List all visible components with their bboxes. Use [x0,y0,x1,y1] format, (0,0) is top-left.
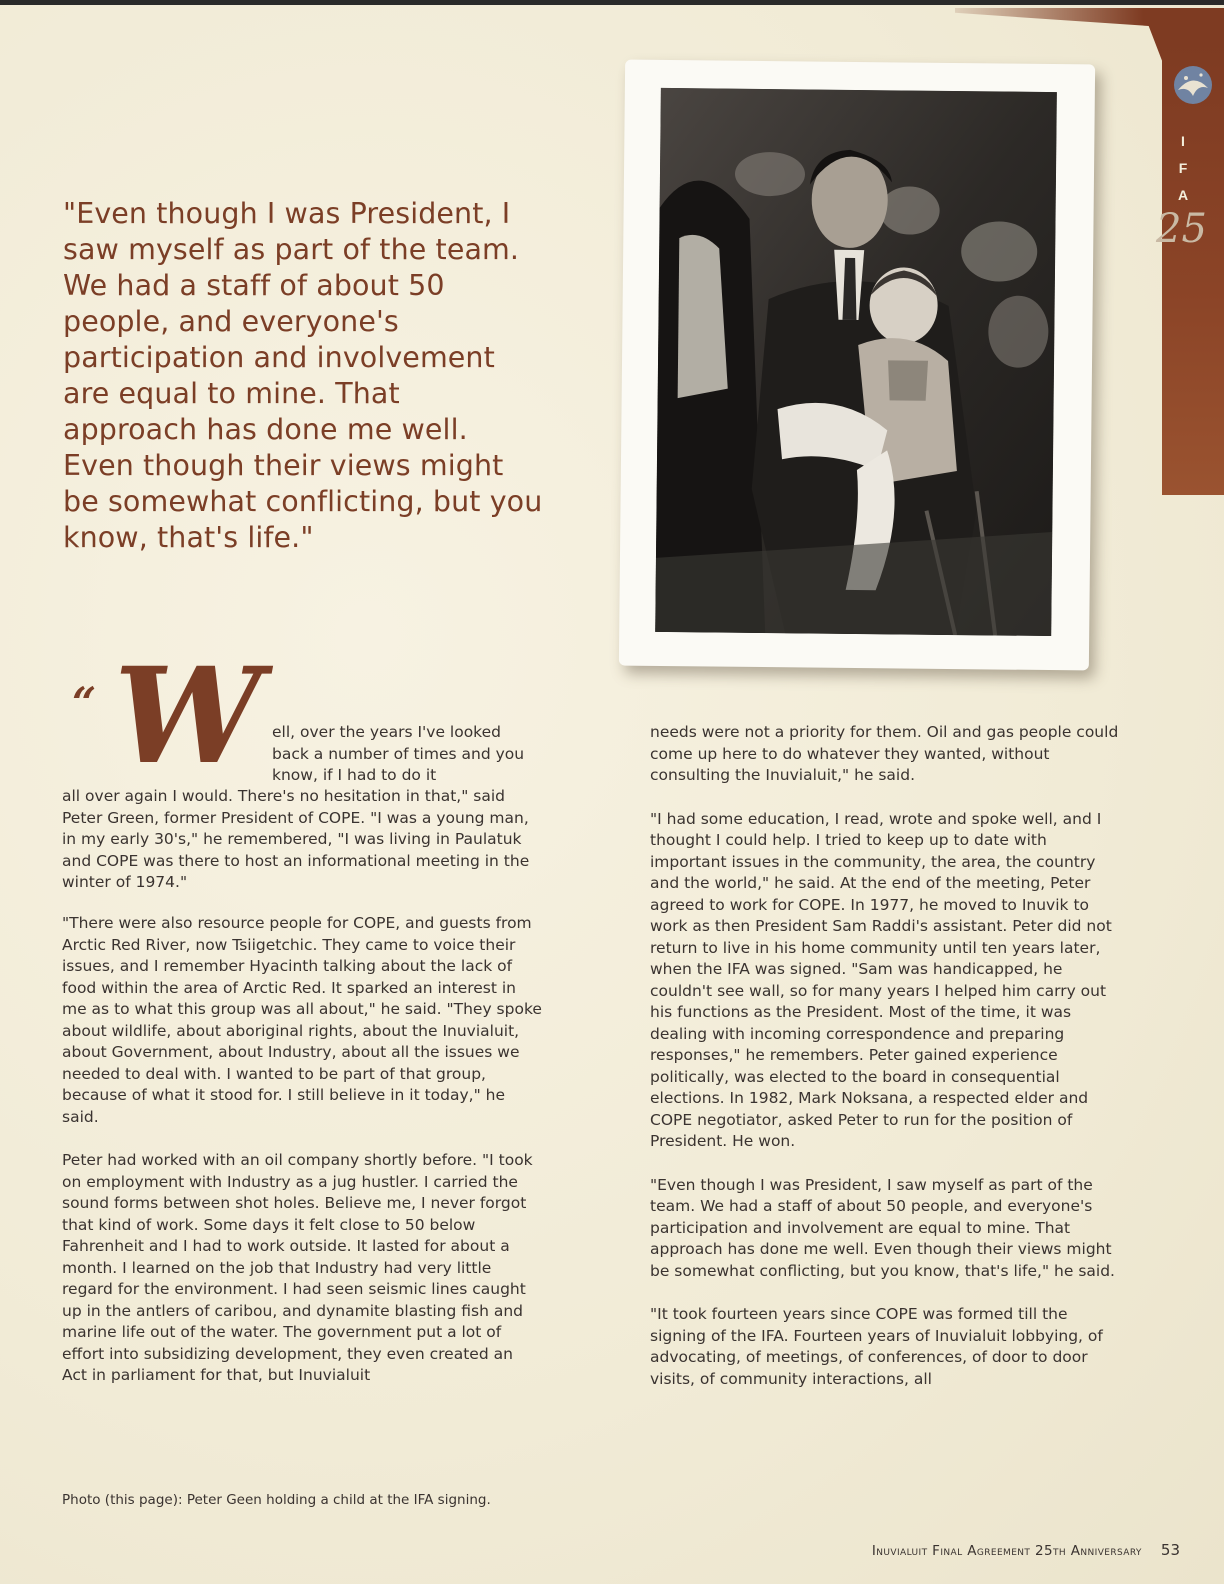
photo-frame [619,60,1095,671]
body-paragraph: Peter had worked with an oil company shortly before. "I took on employment with Industry as a jug hustler. I carried the sound forms between shot holes. Believe me, I never forgot that kind of work. Some days it felt close to 50 below Fahrenheit and I had to work outside. It lasted for about a month. I learned on the job that Industry had very little regard for the environment. I had seen seismic lines caught up in the antlers of caribou, and dynamite blasting fish and marine life out of the water. The government put a lot of effort into subsidizing development, they even created an Act in parliament for that, but Inuvialuit [62,1151,533,1384]
body-paragraph: "It took fourteen years since COPE was formed till the signing of the IFA. Fourteen years of Inuvialuit lobbying, of advocating, of meetings, of conferences, of door to door visits, of community interactions, all [650,1305,1103,1388]
drop-cap [72,639,272,794]
opening-paragraph: all over again I would. There's no hesitation in that," said Peter Green, former President of COPE. "I was a young man, in my early 30's," he remembered, "I was living in Paulatuk and COPE was there to host an informational meeting in the winter of 1974." [62,787,530,891]
page-footer [780,1540,1180,1559]
body-paragraph: "Even though I was President, I saw myself as part of the team. We had a staff of about 50 people, and everyone's participation and involvement are equal to mine. That approach has done me well. Even though their views might be somewhat conflicting, but you know, that's life," he said. [650,1175,1115,1280]
body-paragraph: "I had some education, I read, wrote and spoke well, and I thought I could help. I tried to keep up to date with important issues in the community, the area, the country and the world," he said. At the end of the meeting, Peter agreed to work for COPE. In 1977, he moved to Inuvik to work as then President Sam Raddi's assistant. Peter did not return to live in his home community until ten years later, when the IFA was signed. "Sam was handicapped, he couldn't see wall, so for many years I helped him carry out his functions as the President. Most of the time, it was dealing with incoming correspondence and preparing responses," he remembers. Peter gained experience politically, was elected to the board in consequential elections. In 1982, Mark Noksana, a respected elder and COPE negotiator, asked Peter to run for the position of President. He won. [650,809,1112,1150]
tab-letter: F [1178,160,1188,176]
drop-cap-quote: “ [72,678,97,727]
page-number: 53 [1160,1541,1180,1559]
top-rule [0,0,1224,5]
photo-peter-green-with-child [655,88,1057,636]
photo-caption: Photo (this page): Peter Geen holding a child at the IFA signing. [62,1492,491,1508]
drop-cap-letter: W [114,639,263,794]
tab-anniversary-number: 25 [1156,206,1207,252]
right-column [650,722,1120,1412]
publication-title: Inuvialuit Final Agreement 25th Anniversary [871,1543,1142,1559]
tab-letter: A [1177,187,1189,203]
body-paragraph: needs were not a priority for them. Oil and gas people could come up here to do whatever they wanted, without consulting the Inuvialuit," he said. [650,723,1119,784]
tab-letter: I [1181,133,1185,149]
inuvialuit-logo-icon [1168,60,1218,110]
opening-indented-text: ell, over the years I've looked back a number of times and you know, if I had to do it [272,723,525,784]
pull-quote: "Even though I was President, I saw myself as part of the team. We had a staff of about 50 people, and everyone's participation and involvement are equal to mine. That approach has done me well. Even though their views might be somewhat conflicting, but you know, that's life." [63,197,543,554]
left-column [62,913,542,1409]
tab-letters [1168,128,1198,209]
body-paragraph: "There were also resource people for COPE, and guests from Arctic Red River, now Tsiigetchic. They came to voice their issues, and I remember Hyacinth talking about the lack of food within the area of Arctic Red. It sparked an interest in me as to what this group was all about," he said. "They spoke about wildlife, about aboriginal rights, about the Inuvialuit, about Government, about Industry, about all the issues we needed to deal with. I wanted to be part of that group, because of what it stood for. I still believe in it today," he said. [62,914,542,1126]
